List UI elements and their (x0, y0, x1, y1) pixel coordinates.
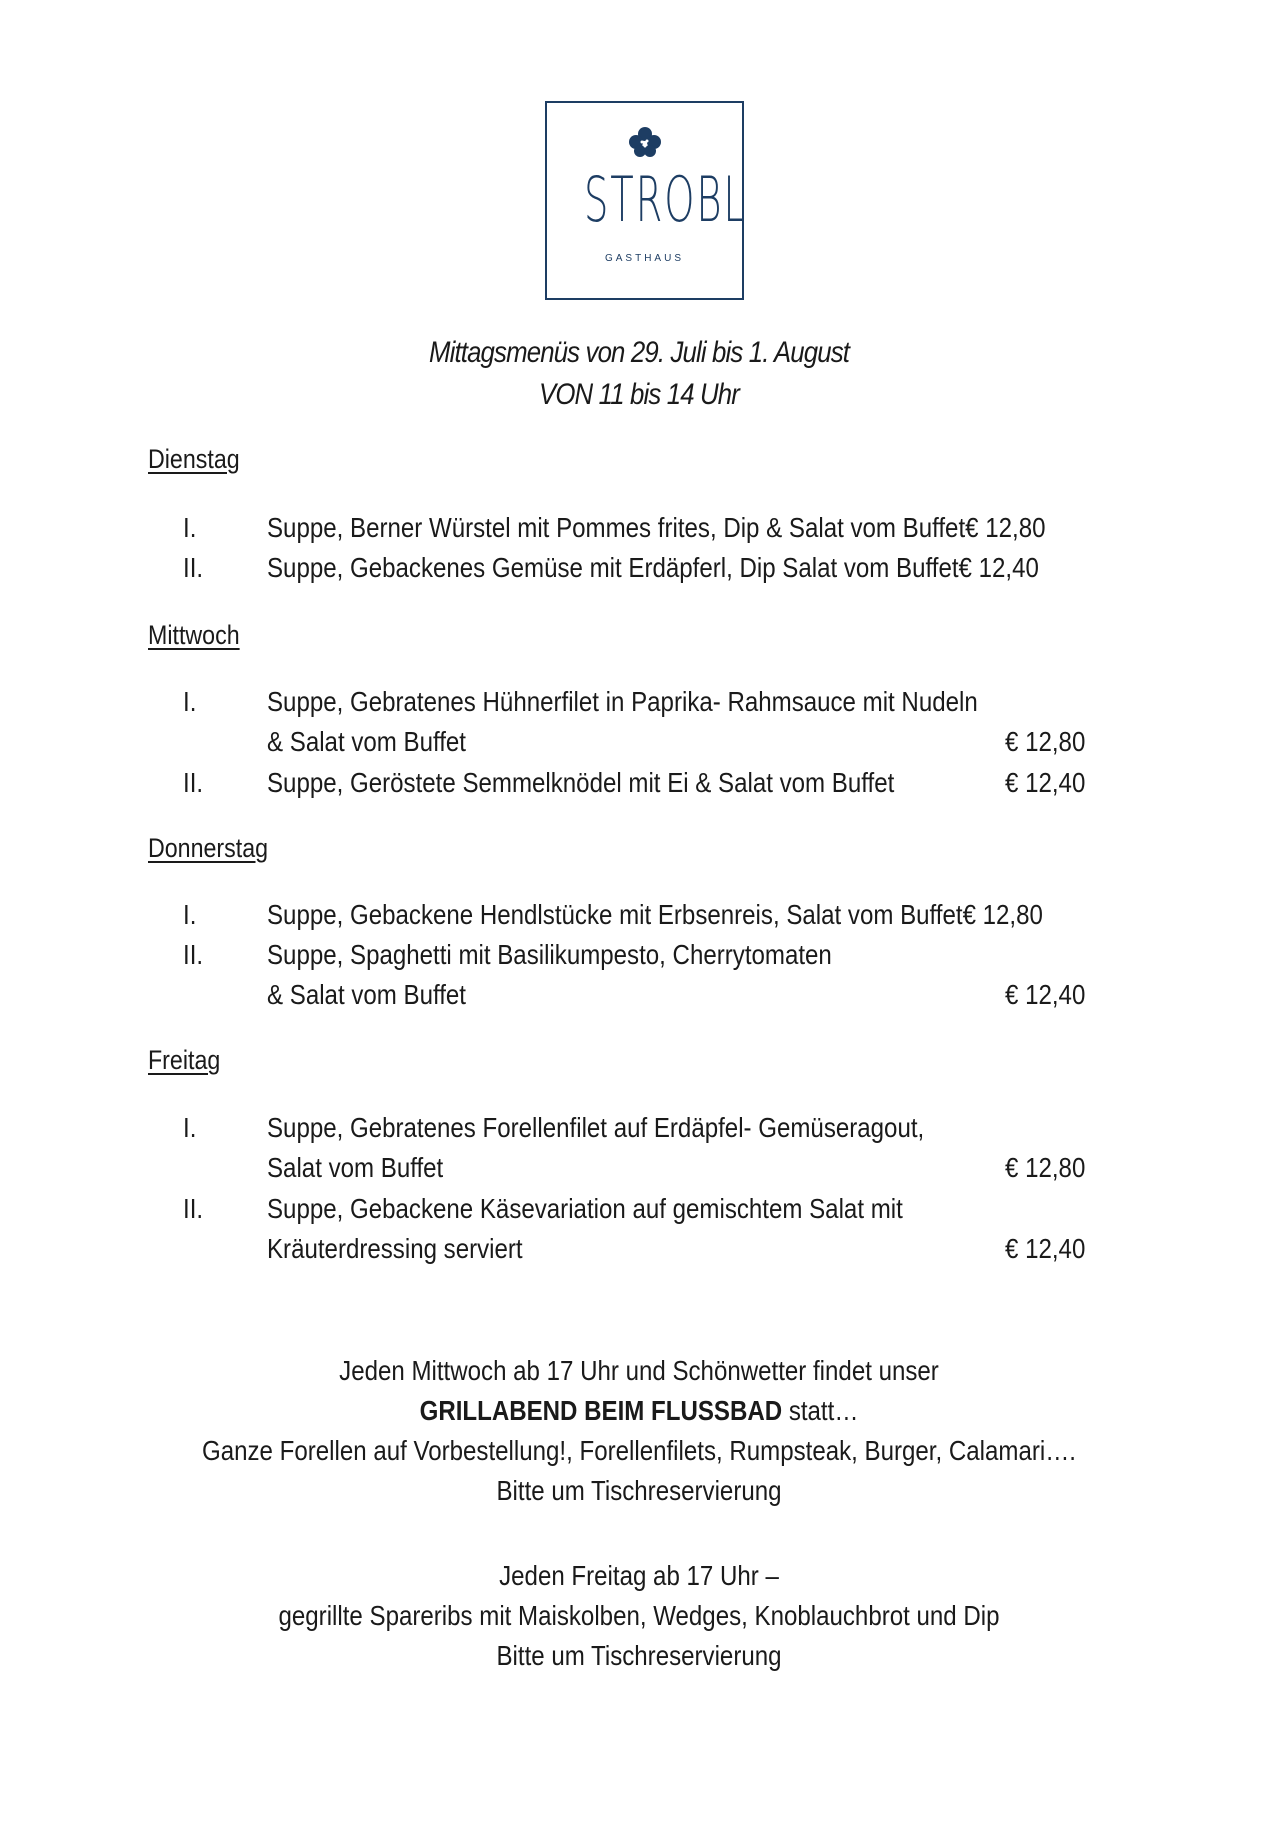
item-number: I. (183, 899, 197, 930)
flower-icon (627, 125, 663, 161)
reservation-note: Bitte um Tischreservierung (496, 1475, 782, 1506)
item-number: II. (183, 1193, 204, 1224)
page-subtitle: VON 11 bis 14 Uhr (538, 378, 740, 411)
menu-item-text: & Salat vom Buffet (267, 726, 466, 757)
item-number: II. (183, 552, 204, 583)
item-number: I. (183, 512, 197, 543)
menu-item-price: € 12,40 (1005, 1233, 1086, 1264)
item-number: II. (183, 939, 204, 970)
reservation-note: Bitte um Tischreservierung (496, 1640, 782, 1671)
day-heading-freitag: Freitag (148, 1045, 221, 1075)
logo-name: STROBL (584, 163, 747, 236)
menu-item-text: & Salat vom Buffet (267, 979, 466, 1010)
menu-item-price: € 12,40 (1005, 767, 1086, 798)
menu-item-text: Suppe, Gebackene Käsevariation auf gemischtem Salat mit (267, 1193, 903, 1224)
day-heading-mittwoch: Mittwoch (148, 620, 240, 650)
page-title: Mittagsmenüs von 29. Juli bis 1. August (428, 336, 850, 369)
menu-item-text: Kräuterdressing serviert (267, 1233, 523, 1264)
menu-item-text: Suppe, Geröstete Semmelknödel mit Ei & Salat vom Buffet (267, 767, 895, 798)
grill-event-title: GRILLABEND BEIM FLUSSBAD (419, 1395, 783, 1426)
item-number: I. (183, 1112, 197, 1143)
grill-announcement: Jeden Mittwoch ab 17 Uhr und Schönwetter findet unser (339, 1355, 939, 1386)
friday-announcement: Jeden Freitag ab 17 Uhr – (499, 1560, 779, 1591)
menu-item-price: € 12,80 (1005, 726, 1086, 757)
menu-item-text: Suppe, Gebackene Hendlstücke mit Erbsenreis, Salat vom Buffet€ 12,80 (267, 899, 1043, 930)
logo-subtitle: GASTHAUS (604, 253, 684, 264)
menu-item-text: Suppe, Gebratenes Forellenfilet auf Erdäpfel- Gemüseragout, (267, 1112, 925, 1143)
menu-item-text: Suppe, Berner Würstel mit Pommes frites, Dip & Salat vom Buffet€ 12,80 (267, 512, 1046, 543)
logo (545, 101, 747, 300)
menu-item-text: Salat vom Buffet (267, 1152, 444, 1183)
menu-item-text: Suppe, Gebratenes Hühnerfilet in Paprika- Rahmsauce mit Nudeln (267, 686, 978, 717)
menu-item-text: Suppe, Spaghetti mit Basilikumpesto, Cherrytomaten (267, 939, 832, 970)
menu-item-price: € 12,80 (1005, 1152, 1086, 1183)
grill-event-line (89, 1395, 1188, 1427)
grill-offerings: Ganze Forellen auf Vorbestellung!, Forellenfilets, Rumpsteak, Burger, Calamari…. (201, 1435, 1076, 1466)
friday-offerings: gegrillte Spareribs mit Maiskolben, Wedges, Knoblauchbrot und Dip (278, 1600, 1000, 1631)
item-number: II. (183, 767, 204, 798)
day-heading-dienstag: Dienstag (148, 444, 240, 474)
menu-item-text: Suppe, Gebackenes Gemüse mit Erdäpferl, Dip Salat vom Buffet€ 12,40 (267, 552, 1039, 583)
day-heading-donnerstag: Donnerstag (148, 833, 269, 863)
menu-item-price: € 12,40 (1005, 979, 1086, 1010)
item-number: I. (183, 686, 197, 717)
grill-event-suffix: statt… (782, 1395, 859, 1426)
